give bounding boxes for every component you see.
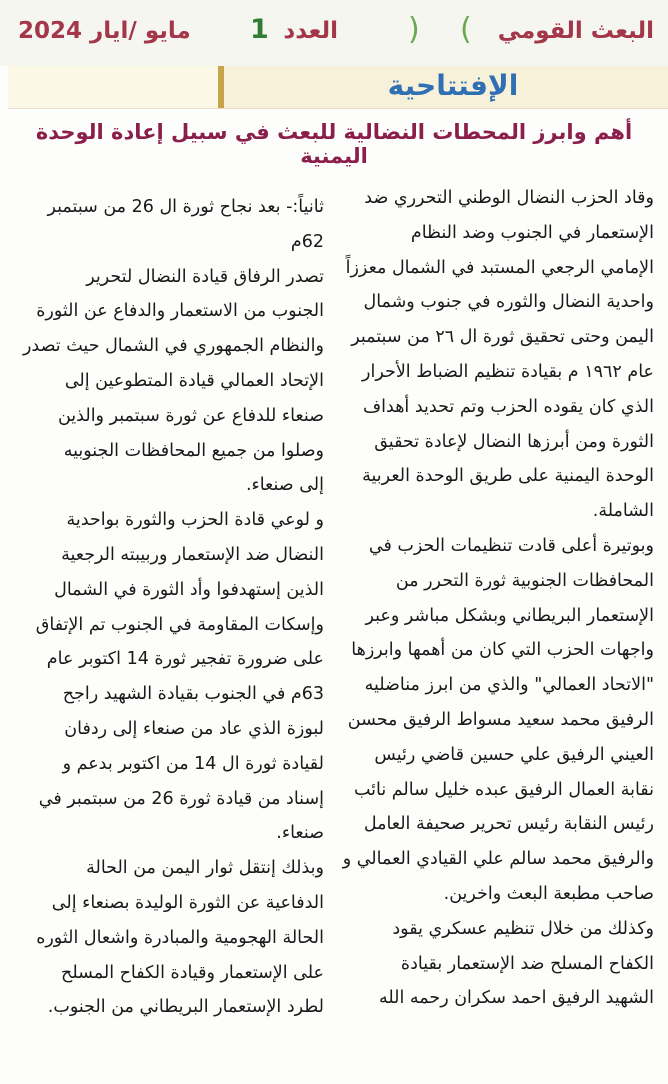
- text-line: على ضرورة تفجير ثورة 14 اكتوبر عام: [46, 649, 324, 670]
- issue-label: العدد: [283, 18, 338, 44]
- text-line: الإستعمار في الجنوب وضد النظام: [410, 222, 654, 243]
- text-line: رئيس النقابة رئيس تحرير صحيفة العامل: [363, 814, 654, 835]
- text-line: الحالة الهجومية والمبادرة واشعال الثوره: [36, 927, 324, 948]
- text-line: صنعاء.: [276, 823, 324, 844]
- text-line: الإستعمار البريطاني وبشكل مباشر وعبر: [365, 605, 654, 626]
- text-line: لطرد الإستعمار البريطاني من الجنوب.: [47, 997, 324, 1018]
- section-bar: [8, 66, 668, 109]
- text-line: و لوعي قادة الحزب والثورة بواحدية: [66, 510, 324, 531]
- issue-number: 1: [250, 14, 269, 45]
- text-line: الدفاعية عن الثورة الوليدة بصنعاء إلى: [51, 892, 324, 913]
- text-line: والرفيق محمد سالم علي القيادي العمالي و: [342, 849, 654, 870]
- text-line: والنظام الجمهوري في الشمال حيث تصدر: [22, 336, 324, 357]
- paren-open: (: [408, 12, 420, 47]
- text-line: الذي كان يقوده الحزب وتم تحديد أهداف: [363, 396, 654, 417]
- section-box: [218, 66, 668, 108]
- paren-close: ): [460, 12, 472, 47]
- text-line: عام ١٩٦٢ م بقيادة تنظيم الضباط الأحرار: [362, 361, 654, 382]
- text-line: الجنوب من الاستعمار والدفاع عن الثورة: [36, 301, 324, 322]
- section-title: الإفتتاحية: [387, 69, 519, 102]
- text-line: وكذلك من خلال تنظيم عسكري يقود: [392, 918, 654, 939]
- text-line: وإسكات المقاومة في الجنوب تم الإتفاق: [35, 614, 324, 635]
- text-line: الكفاح المسلح ضد الإستعمار بقيادة: [400, 953, 654, 974]
- text-line: الشاملة.: [592, 501, 654, 522]
- text-line: الثورة ومن أبرزها النضال لإعادة تحقيق: [374, 431, 654, 452]
- text-line: لقيادة ثورة ال 14 من اكتوبر بدعم و: [62, 753, 324, 774]
- text-line: اليمن وحتى تحقيق ثورة ال ٢٦ من سبتمبر: [351, 327, 654, 348]
- text-line: وصلوا من جميع المحافظات الجنوبيه: [63, 440, 324, 461]
- column-right: [344, 181, 654, 1016]
- text-line: المحافظات الجنوبية ثورة التحرر من: [395, 570, 654, 591]
- text-line: ثانياً:- بعد نجاح ثورة ال 26 من سبتمبر: [47, 197, 324, 217]
- paper-name: البعث القومي: [497, 18, 654, 44]
- article-headline: أهم وابرز المحطات النضالية للبعث في سبيل إعادة الوحدة اليمنية: [35, 120, 633, 168]
- text-line: النضال ضد الإستعمار وربيبته الرجعية: [61, 544, 324, 565]
- text-line: واجهات الحزب التي كان من أهمها وابرزها: [351, 640, 654, 661]
- issue-date: مايو /ايار 2024: [18, 18, 191, 44]
- text-line: لبوزة الذي عاد من صنعاء إلى ردفان: [64, 718, 324, 739]
- text-line: تصدر الرفاق قيادة النضال لتحرير: [86, 266, 324, 287]
- text-line: الرفيق محمد سعيد مسواط الرفيق محسن: [347, 709, 654, 730]
- text-line: الذين إستهدفوا وأد الثورة في الشمال: [54, 579, 324, 600]
- text-line: الإتحاد العمالي قيادة المتطوعين إلى: [64, 370, 324, 391]
- text-line: الإمامي الرجعي المستبد في الشمال معززاً: [345, 257, 654, 278]
- text-line: وبذلك إنتقل ثوار اليمن من الحالة: [86, 858, 324, 879]
- text-line: إسناد من قيادة ثورة 26 من سبتمبر في: [38, 788, 324, 809]
- text-line: العيني الرفيق علي حسين قاضي رئيس: [374, 744, 654, 765]
- column-left: [6, 190, 324, 1025]
- text-line: 63م في الجنوب بقيادة الشهيد راجح: [62, 684, 324, 705]
- text-line: واحدية النضال والثوره في جنوب وشمال: [363, 292, 654, 313]
- text-line: إلى صنعاء.: [245, 475, 324, 496]
- text-line: الشهيد الرفيق احمد سكران رحمه الله: [378, 988, 654, 1009]
- text-line: صاحب مطبعة البعث واخرين.: [443, 883, 654, 904]
- text-line: وبوتيرة أعلى قادت تنظيمات الحزب في: [368, 535, 654, 556]
- text-line: "الاتحاد العمالي" والذي من ابرز مناضليه: [364, 675, 654, 696]
- text-line: وقاد الحزب النضال الوطني التحرري ضد: [364, 188, 654, 208]
- text-line: على الإستعمار وقيادة الكفاح المسلح: [61, 962, 324, 983]
- text-line: الوحدة اليمنية على طريق الوحدة العربية: [362, 466, 654, 487]
- text-line: صنعاء للدفاع عن ثورة سبتمبر والذين: [57, 405, 324, 426]
- newspaper-header: [0, 0, 668, 66]
- text-line: نقابة العمال الرفيق عبده خليل سالم نائب: [353, 779, 654, 800]
- text-line: 62م: [290, 231, 324, 252]
